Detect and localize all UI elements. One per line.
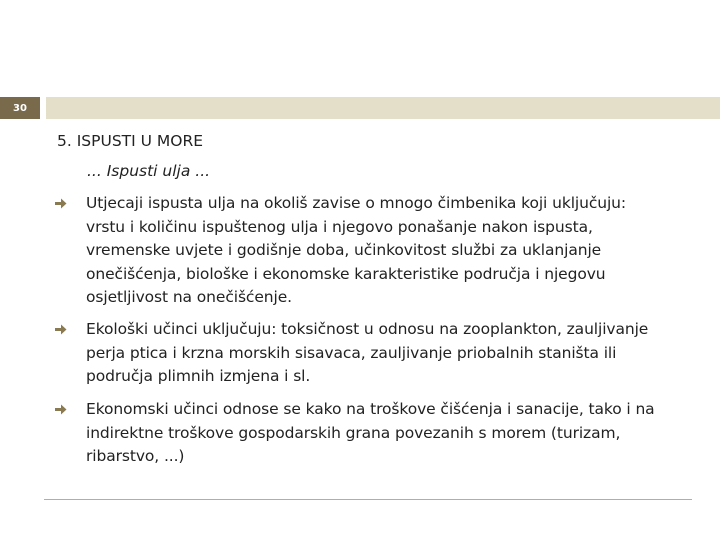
bullet-item <box>55 192 695 310</box>
bullet-item <box>55 398 695 469</box>
header-bar <box>46 97 720 119</box>
section-subtitle: ... Ispusti ulja ... <box>87 162 211 180</box>
bullet-item <box>55 318 695 389</box>
bullet-text <box>86 398 655 469</box>
footer-divider <box>44 499 692 500</box>
bullet-text <box>86 192 626 310</box>
bullet-line: područja plimnih izmjena i sl. <box>86 367 311 385</box>
bullet-line: onečišćenja, biološke i ekonomske karakteristike područja i njegovu <box>86 264 606 283</box>
bullet-line: Ekološki učinci uključuju: toksičnost u odnosu na zooplankton, zauljivanje <box>86 320 649 338</box>
bullet-line: indirektne troškove gospodarskih grana povezanih s morem (turizam, <box>86 423 621 442</box>
bullet-line: vrstu i količinu ispuštenog ulja i njegovo ponašanje nakon ispusta, <box>86 217 593 236</box>
slide-number: 30 <box>0 97 40 119</box>
bullet-line: vremenske uvjete i godišnje doba, učinkovitost službi za uklanjanje <box>86 241 602 259</box>
bullet-text <box>86 318 648 389</box>
bullet-line: Utjecaji ispusta ulja na okoliš zavise o mnogo čimbenika koji uključuju: <box>86 194 627 212</box>
section-title: 5. ISPUSTI U MORE <box>57 132 204 150</box>
bullet-line: Ekonomski učinci odnose se kako na troškove čišćenja i sanacije, tako i na <box>86 400 655 418</box>
bullet-line: perja ptica i krzna morskih sisavaca, zauljivanje priobalnih staništa ili <box>86 343 617 362</box>
arrow-right-icon <box>55 398 86 421</box>
arrow-right-icon <box>55 192 86 215</box>
arrow-right-icon <box>55 318 86 341</box>
bullet-line: ribarstvo, ...) <box>86 447 185 465</box>
bullet-line: osjetljivost na onečišćenje. <box>86 288 292 306</box>
